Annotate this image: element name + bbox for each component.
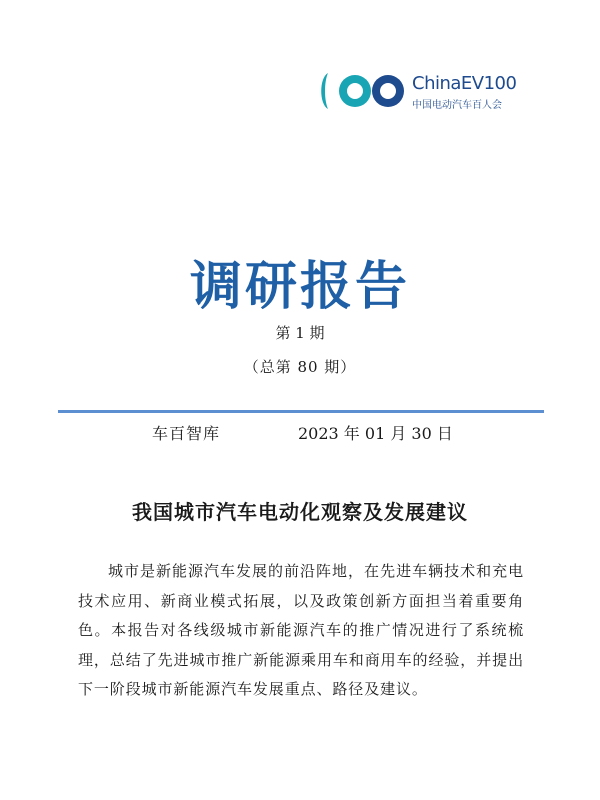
- article-title: 我国城市汽车电动化观察及发展建议: [132, 500, 468, 524]
- header-divider: [58, 410, 544, 413]
- publish-date: 2023 年 01 月 30 日: [298, 424, 453, 443]
- article-abstract: 城市是新能源汽车发展的前沿阵地，在先进车辆技术和充电技术应用、新商业模式拓展，以及政策创新方面担当着重要角色。本报告对各线级城市新能源汽车的推广情况进行了系统梳理，总结了先进城市推广新能源乘用车和商用车的经验，并提出下一阶段城市新能源汽车发展重点、路径及建议。: [78, 562, 524, 699]
- china-ev100-logo-icon: [318, 70, 410, 112]
- logo-brand-text: ChinaEV100: [412, 73, 517, 94]
- report-title: 调研报告: [189, 256, 410, 317]
- china-ev100-logo: [318, 70, 518, 112]
- issue-number: 第 1 期: [275, 324, 325, 342]
- publisher-name: 车百智库: [152, 424, 221, 443]
- total-issue-number: （总第 80 期）: [243, 358, 357, 376]
- logo-subtitle: 中国电动汽车百人会: [412, 100, 502, 111]
